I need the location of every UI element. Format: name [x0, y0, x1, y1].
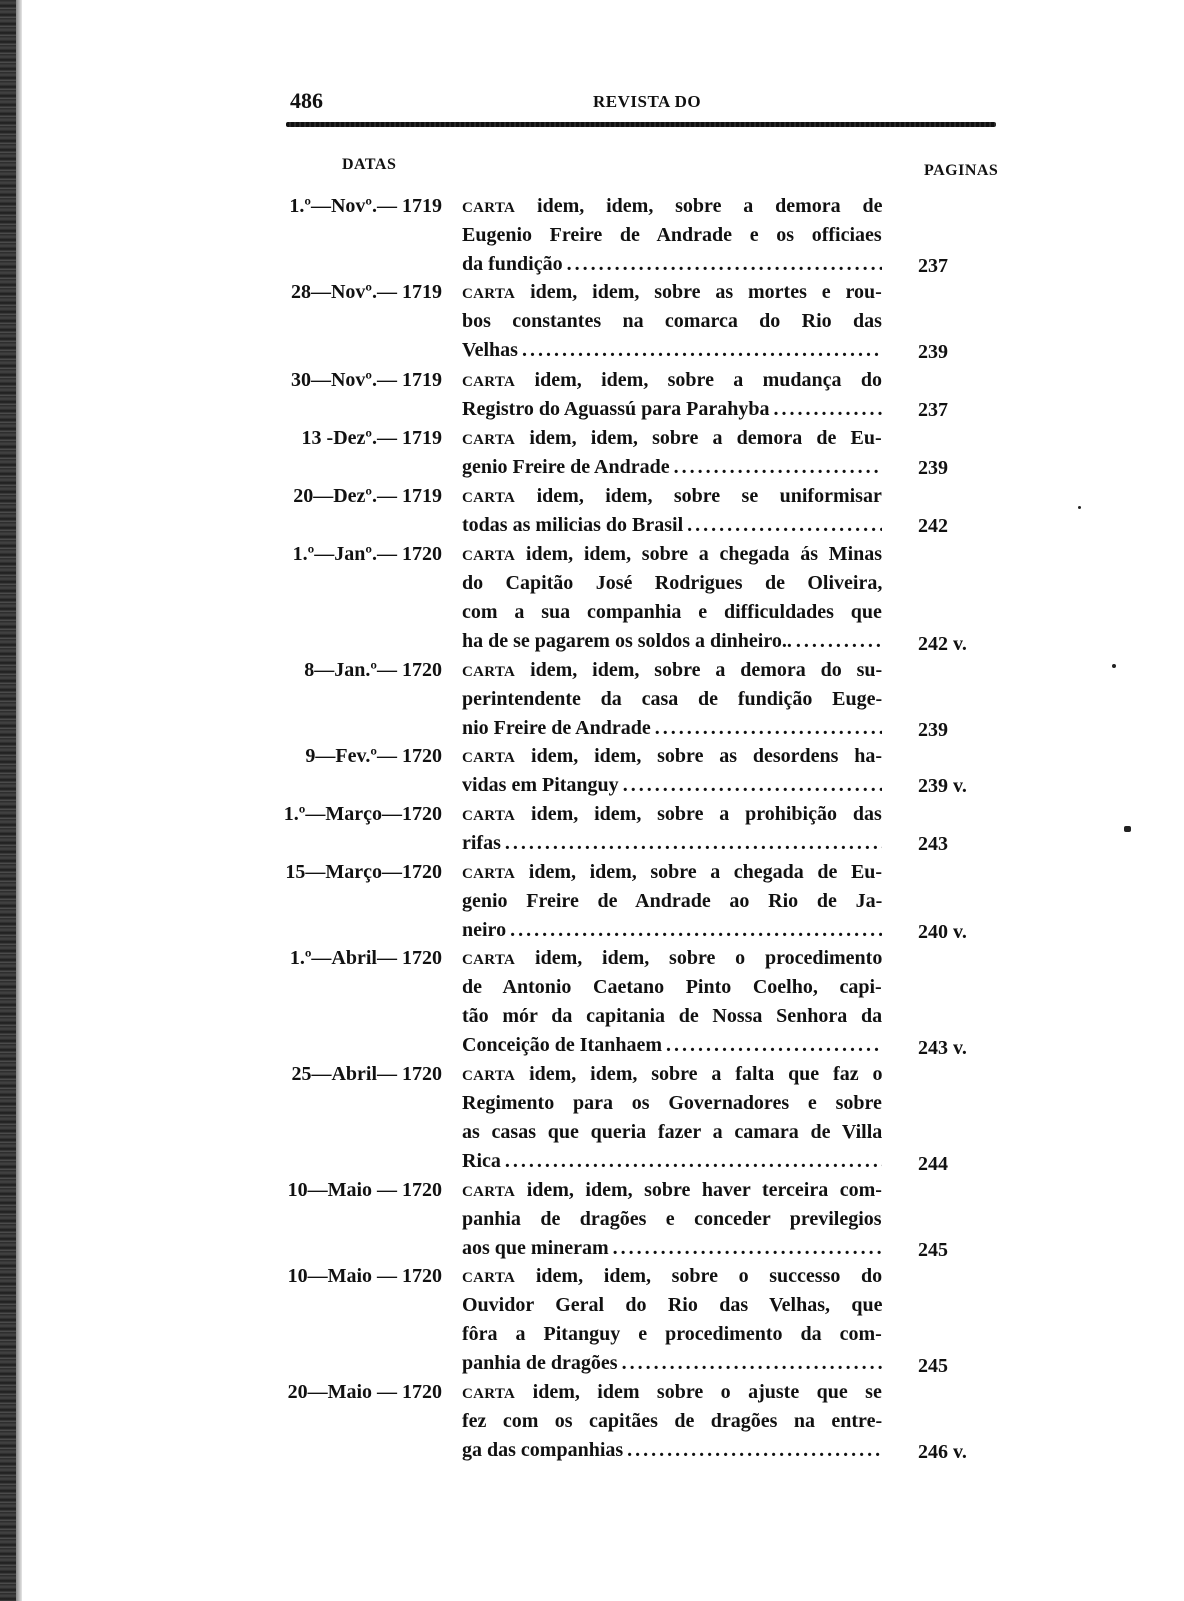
description-text — [462, 1262, 882, 1291]
description-line — [462, 366, 882, 395]
description-text — [462, 973, 882, 1002]
description-words: rifas — [462, 832, 501, 854]
description-text — [462, 453, 670, 482]
description-text — [462, 685, 882, 714]
description-words: Registro do Aguassú para Parahyba — [462, 398, 770, 420]
paper-speck — [1112, 664, 1116, 668]
entry-page: 239 — [918, 719, 948, 741]
description-line — [462, 627, 882, 656]
dot-leader — [655, 714, 882, 743]
entry-date: 1.º—Janº.— 1720 — [292, 543, 442, 565]
description-line — [462, 569, 882, 598]
description-words: idem, idem, sobre haver terceira com- — [526, 1179, 882, 1201]
entry-kind: CARTA — [462, 1386, 516, 1402]
description-text — [462, 366, 882, 395]
description-words: Eugenio Freire de Andrade e os officiaes — [462, 224, 882, 246]
entry-description — [462, 540, 882, 656]
description-text — [462, 1031, 662, 1060]
entry-description — [462, 1176, 882, 1263]
entry-page: 243 v. — [918, 1037, 967, 1059]
description-text — [462, 1118, 882, 1147]
entry-date: 20—Maio — 1720 — [287, 1381, 442, 1403]
description-words: idem, idem, sobre a prohibição das — [531, 803, 882, 825]
description-line — [462, 1234, 882, 1263]
description-line — [462, 278, 882, 307]
entry-page: 239 v. — [918, 775, 967, 797]
description-line — [462, 453, 882, 482]
dates-column-heading: DATAS — [342, 156, 397, 173]
entry-description — [462, 366, 882, 424]
description-words: idem, idem sobre o ajuste que se — [532, 1381, 882, 1403]
description-line — [462, 250, 882, 279]
description-line — [462, 1262, 882, 1291]
description-words: aos que mineram — [462, 1237, 609, 1259]
description-text — [462, 336, 518, 365]
description-line — [462, 307, 882, 336]
description-line — [462, 482, 882, 511]
entry-page: 246 v. — [918, 1441, 967, 1463]
description-line — [462, 395, 882, 424]
description-text — [462, 1176, 882, 1205]
description-text — [462, 1349, 618, 1378]
entry-kind: CARTA — [462, 286, 516, 302]
description-words: vidas em Pitanguy — [462, 774, 619, 796]
paper-speck — [1078, 506, 1081, 509]
description-text — [462, 395, 769, 424]
description-text — [462, 569, 882, 598]
description-line — [462, 944, 882, 973]
entry-kind: CARTA — [462, 1270, 516, 1286]
description-text — [462, 482, 882, 511]
description-line — [462, 685, 882, 714]
description-line — [462, 1349, 882, 1378]
description-words: com a sua companhia e difficuldades que — [462, 601, 882, 623]
entry-date: 10—Maio — 1720 — [287, 1265, 442, 1287]
description-text — [462, 307, 882, 336]
entry-page: 240 v. — [918, 921, 967, 943]
page-gutter — [16, 0, 22, 1601]
description-line — [462, 1407, 882, 1436]
description-words: genio Freire de Andrade ao Rio de Ja- — [462, 890, 883, 912]
description-line — [462, 1089, 882, 1118]
entry-date: 8—Jan.º— 1720 — [304, 659, 442, 681]
entry-date: 25—Abril— 1720 — [291, 1063, 442, 1085]
description-line — [462, 973, 882, 1002]
description-text — [462, 1407, 882, 1436]
description-line — [462, 1118, 882, 1147]
dot-leader — [666, 1031, 882, 1060]
entry-page: 244 — [918, 1153, 948, 1175]
description-words: Ouvidor Geral do Rio das Velhas, que — [462, 1294, 883, 1316]
description-line — [462, 714, 882, 743]
description-text — [462, 1320, 882, 1349]
description-line — [462, 1291, 882, 1320]
description-words: fôra a Pitanguy e procedimento da com- — [462, 1323, 882, 1345]
description-words: idem, idem, sobre as mortes e rou- — [530, 281, 882, 303]
description-words: idem, idem, sobre a chegada ás Minas — [525, 543, 883, 565]
description-words: Rica — [462, 1150, 501, 1172]
description-words: de Antonio Caetano Pinto Coelho, capi- — [462, 976, 882, 998]
entry-description — [462, 278, 882, 365]
entry-kind: CARTA — [462, 952, 516, 968]
description-words: idem, idem, sobre a mudança do — [534, 369, 882, 391]
entry-page: 239 — [918, 457, 948, 479]
entry-description — [462, 656, 882, 743]
description-text — [462, 829, 501, 858]
entry-date: 15—Março—1720 — [285, 861, 442, 883]
description-text — [462, 250, 563, 279]
entry-description — [462, 944, 882, 1060]
description-text — [462, 714, 651, 743]
description-words: todas as milicias do Brasil — [462, 514, 684, 536]
entry-kind: CARTA — [462, 1068, 516, 1084]
entry-page: 242 — [918, 515, 948, 537]
entry-date: 13 -Dezº.— 1719 — [301, 427, 442, 449]
description-line — [462, 916, 882, 945]
description-words: nio Freire de Andrade — [462, 717, 651, 739]
entry-description — [462, 742, 882, 800]
entry-date: 1.º—Novº.— 1719 — [289, 195, 442, 217]
description-line — [462, 1320, 882, 1349]
entry-kind: CARTA — [462, 750, 516, 766]
entry-kind: CARTA — [462, 1184, 516, 1200]
description-line — [462, 1436, 882, 1465]
entry-page: 237 — [918, 255, 948, 277]
entry-page: 237 — [918, 399, 948, 421]
description-line — [462, 336, 882, 365]
description-line — [462, 829, 882, 858]
description-words: idem, idem, sobre as desordens ha- — [531, 745, 883, 767]
description-line — [462, 221, 882, 250]
description-line — [462, 598, 882, 627]
entry-kind: CARTA — [462, 374, 516, 390]
description-text — [462, 1436, 623, 1465]
description-words: panhia de dragões — [462, 1352, 618, 1374]
description-words: genio Freire de Andrade — [462, 456, 670, 478]
description-text — [462, 627, 792, 656]
entry-date: 28—Novº.— 1719 — [290, 281, 442, 303]
entry-page: 243 — [918, 833, 948, 855]
description-line — [462, 656, 882, 685]
dot-leader — [567, 250, 882, 279]
entry-date: 9—Fev.º— 1720 — [305, 745, 442, 767]
description-words: idem, idem, sobre o procedimento — [535, 947, 883, 969]
description-text — [462, 1234, 609, 1263]
description-line — [462, 1147, 882, 1176]
entry-date: 20—Dezº.— 1719 — [293, 485, 442, 507]
entry-date: 30—Novº.— 1719 — [290, 369, 442, 391]
page-number: 486 — [290, 88, 323, 113]
description-line — [462, 858, 882, 887]
description-text — [462, 540, 882, 569]
description-text — [462, 858, 882, 887]
description-line — [462, 771, 882, 800]
description-words: idem, idem, sobre se uniformisar — [536, 485, 882, 507]
dot-leader — [623, 771, 882, 800]
entry-date: 1.º—Março—1720 — [283, 803, 442, 825]
description-text — [462, 916, 506, 945]
entry-page: 242 v. — [918, 633, 967, 655]
description-text — [462, 771, 619, 800]
description-line — [462, 540, 882, 569]
description-words: Regimento para os Governadores e sobre — [462, 1092, 882, 1114]
description-text — [462, 1147, 501, 1176]
description-words: idem, idem, sobre o successo do — [535, 1265, 883, 1287]
description-words: perintendente da casa de fundição Euge- — [462, 688, 883, 710]
description-words: neiro — [462, 919, 507, 941]
dot-leader — [687, 511, 882, 540]
description-words: tão mór da capitania de Nossa Senhora da — [462, 1005, 883, 1027]
dot-leader — [510, 916, 882, 945]
description-line — [462, 742, 882, 771]
entry-description — [462, 858, 882, 945]
description-text — [462, 511, 683, 540]
entry-date: 10—Maio — 1720 — [287, 1179, 442, 1201]
entry-description — [462, 424, 882, 482]
description-text — [462, 598, 882, 627]
description-words: idem, idem, sobre a demora de Eu- — [529, 427, 882, 449]
entry-description — [462, 482, 882, 540]
description-words: panhia de dragões e conceder previlegios — [462, 1208, 882, 1230]
entry-description — [462, 800, 882, 858]
dot-leader — [622, 1349, 882, 1378]
description-text — [462, 1378, 882, 1407]
description-words: idem, idem, sobre a falta que faz o — [529, 1063, 883, 1085]
description-line — [462, 1060, 882, 1089]
entry-kind: CARTA — [462, 200, 516, 216]
description-text — [462, 1089, 882, 1118]
entry-page: 245 — [918, 1239, 948, 1261]
entry-kind: CARTA — [462, 808, 516, 824]
book-binding-shadow — [0, 0, 16, 1601]
dot-leader — [674, 453, 882, 482]
description-text — [462, 944, 882, 973]
description-text — [462, 800, 882, 829]
dot-leader — [796, 627, 882, 656]
description-words: do Capitão José Rodrigues de Oliveira, — [462, 572, 883, 594]
description-line — [462, 424, 882, 453]
entry-kind: CARTA — [462, 490, 516, 506]
description-words: ga das companhias — [462, 1439, 624, 1461]
paper-speck — [1124, 826, 1131, 832]
description-text — [462, 424, 882, 453]
dot-leader — [627, 1436, 882, 1465]
description-line — [462, 511, 882, 540]
dot-leader — [522, 336, 882, 365]
description-words: fez com os capitães de dragões na entre- — [462, 1410, 883, 1432]
description-words: ha de se pagarem os soldos a dinheiro.. — [462, 630, 792, 652]
entry-description — [462, 1262, 882, 1378]
description-words: as casas que queria fazer a camara de Villa — [462, 1121, 883, 1143]
entry-kind: CARTA — [462, 432, 516, 448]
description-words: idem, idem, sobre a demora do su- — [530, 659, 883, 681]
dot-leader — [505, 829, 882, 858]
dot-leader — [613, 1234, 882, 1263]
entry-kind: CARTA — [462, 548, 516, 564]
description-line — [462, 1002, 882, 1031]
entry-description — [462, 192, 882, 279]
description-words: idem, idem, sobre a demora de — [537, 195, 883, 217]
description-words: Velhas — [462, 339, 518, 361]
description-text — [462, 656, 882, 685]
description-line — [462, 1378, 882, 1407]
dot-leader — [773, 395, 882, 424]
entry-kind: CARTA — [462, 866, 516, 882]
description-line — [462, 887, 882, 916]
description-line — [462, 1205, 882, 1234]
pages-column-heading: PAGINAS — [924, 162, 999, 179]
description-text — [462, 742, 882, 771]
entry-page: 239 — [918, 341, 948, 363]
entry-description — [462, 1378, 882, 1465]
description-text — [462, 278, 882, 307]
dot-leader — [505, 1147, 882, 1176]
description-text — [462, 1205, 882, 1234]
entry-kind: CARTA — [462, 664, 516, 680]
description-line — [462, 800, 882, 829]
description-words: idem, idem, sobre a chegada de Eu- — [528, 861, 883, 883]
running-title: REVISTA DO — [593, 92, 702, 111]
header-rule — [286, 122, 996, 127]
description-text — [462, 887, 882, 916]
description-line — [462, 192, 882, 221]
description-line — [462, 1176, 882, 1205]
description-text — [462, 192, 882, 221]
description-text — [462, 221, 882, 250]
description-line — [462, 1031, 882, 1060]
entry-page: 245 — [918, 1355, 948, 1377]
description-words: da fundição — [462, 253, 563, 275]
description-words: Conceição de Itanhaem — [462, 1034, 662, 1056]
entry-description — [462, 1060, 882, 1176]
description-text — [462, 1060, 882, 1089]
entry-date: 1.º—Abril— 1720 — [289, 947, 442, 969]
description-text — [462, 1002, 882, 1031]
description-words: bos constantes na comarca do Rio das — [462, 310, 882, 332]
description-text — [462, 1291, 882, 1320]
